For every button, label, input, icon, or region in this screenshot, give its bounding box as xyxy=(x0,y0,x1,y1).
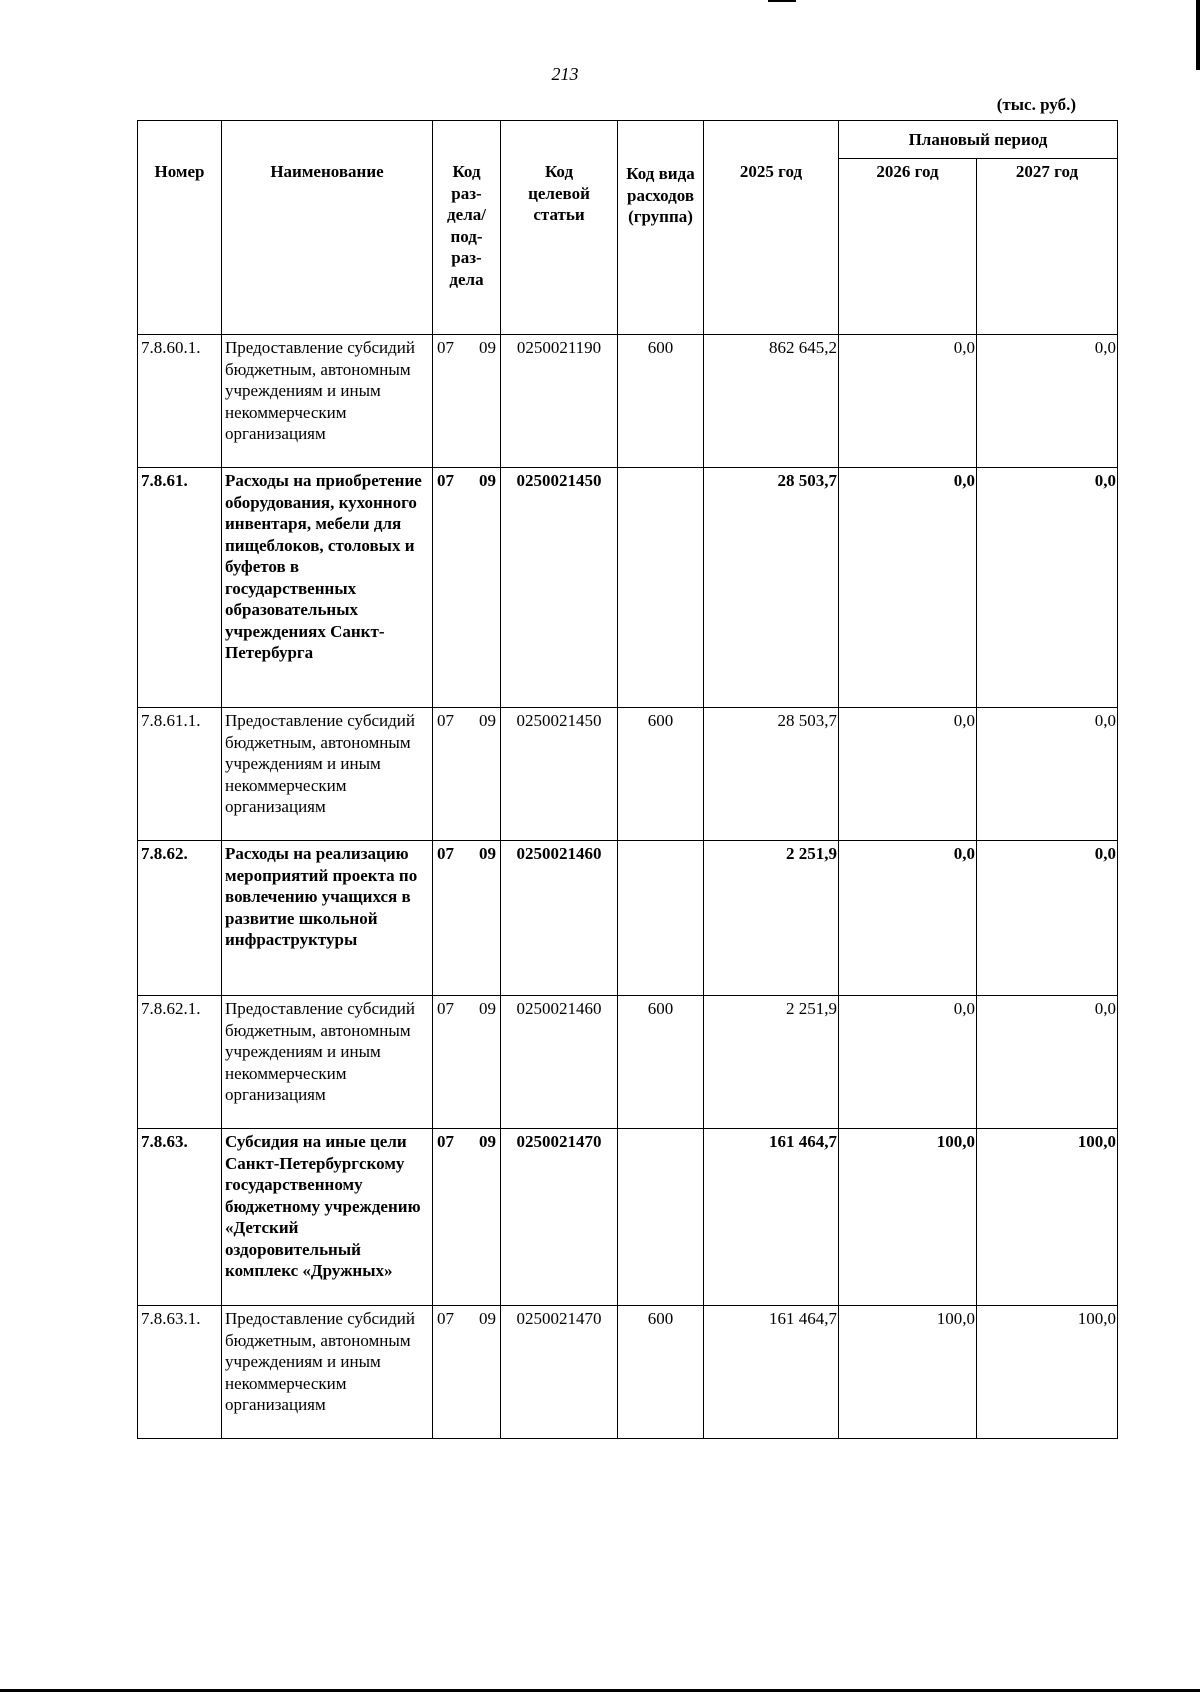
row-2026: 100,0 xyxy=(839,1129,977,1306)
row-number: 7.8.61. xyxy=(138,468,222,708)
header-expense-code: Код вида расходов (группа) xyxy=(618,121,704,335)
row-section: 07 09 xyxy=(433,1129,501,1306)
header-2025: 2025 год xyxy=(704,121,839,335)
row-2025: 161 464,7 xyxy=(704,1306,839,1439)
header-target-code: Код целевой статьи xyxy=(501,121,618,335)
row-2025: 862 645,2 xyxy=(704,335,839,468)
table-row xyxy=(138,335,1118,468)
row-2026: 0,0 xyxy=(839,996,977,1129)
row-2026: 0,0 xyxy=(839,841,977,996)
header-section-code: Код раз- дела/ под- раз- дела xyxy=(433,121,501,335)
row-section: 07 09 xyxy=(433,1306,501,1439)
row-expense xyxy=(618,841,704,996)
row-2026: 0,0 xyxy=(839,708,977,841)
header-2026: 2026 год xyxy=(839,159,977,335)
row-number: 7.8.63.1. xyxy=(138,1306,222,1439)
row-2027: 0,0 xyxy=(977,335,1118,468)
table-row xyxy=(138,708,1118,841)
row-expense: 600 xyxy=(618,996,704,1129)
row-name: Субсидия на иные цели Санкт-Петербургскому государственному бюджетному учреждению «Детский оздоровительный комплекс «Дружных» xyxy=(222,1129,433,1306)
bottom-rule xyxy=(0,1689,1200,1692)
row-section: 07 09 xyxy=(433,996,501,1129)
row-target: 0250021190 xyxy=(501,335,618,468)
row-target: 0250021450 xyxy=(501,708,618,841)
budget-table xyxy=(137,120,1118,1439)
row-name: Расходы на приобретение оборудования, кухонного инвентаря, мебели для пищеблоков, столовых и буфетов в государственных образовательных учреждениях Санкт-Петербурга xyxy=(222,468,433,708)
row-2025: 2 251,9 xyxy=(704,841,839,996)
row-target: 0250021460 xyxy=(501,841,618,996)
scan-edge xyxy=(1196,0,1200,70)
row-section: 07 09 xyxy=(433,708,501,841)
row-2026: 0,0 xyxy=(839,468,977,708)
row-section: 07 09 xyxy=(433,468,501,708)
units-label: (тыс. руб.) xyxy=(996,95,1076,114)
row-2027: 0,0 xyxy=(977,708,1118,841)
row-section: 07 09 xyxy=(433,841,501,996)
table-row xyxy=(138,468,1118,708)
row-2027: 0,0 xyxy=(977,996,1118,1129)
row-number: 7.8.61.1. xyxy=(138,708,222,841)
row-2027: 0,0 xyxy=(977,468,1118,708)
row-2026: 0,0 xyxy=(839,335,977,468)
row-target: 0250021470 xyxy=(501,1129,618,1306)
row-target: 0250021460 xyxy=(501,996,618,1129)
row-expense: 600 xyxy=(618,1306,704,1439)
row-name: Предоставление субсидий бюджетным, автономным учреждениям и иным некоммерческим организациям xyxy=(222,708,433,841)
row-2025: 28 503,7 xyxy=(704,468,839,708)
row-name: Предоставление субсидий бюджетным, автономным учреждениям и иным некоммерческим организациям xyxy=(222,335,433,468)
row-name: Предоставление субсидий бюджетным, автономным учреждениям и иным некоммерческим организациям xyxy=(222,1306,433,1439)
row-number: 7.8.63. xyxy=(138,1129,222,1306)
row-2027: 100,0 xyxy=(977,1129,1118,1306)
row-target: 0250021450 xyxy=(501,468,618,708)
row-2025: 2 251,9 xyxy=(704,996,839,1129)
row-expense: 600 xyxy=(618,335,704,468)
header-2027: 2027 год xyxy=(977,159,1118,335)
table-row xyxy=(138,1129,1118,1306)
header-number: Номер xyxy=(138,121,222,335)
row-name: Расходы на реализацию мероприятий проекта по вовлечению учащихся в развитие школьной инфраструктуры xyxy=(222,841,433,996)
row-section: 07 09 xyxy=(433,335,501,468)
row-number: 7.8.60.1. xyxy=(138,335,222,468)
row-2026: 100,0 xyxy=(839,1306,977,1439)
row-expense xyxy=(618,1129,704,1306)
row-target: 0250021470 xyxy=(501,1306,618,1439)
header-planned-period: Плановый период xyxy=(839,121,1118,159)
table-row xyxy=(138,1306,1118,1439)
header-name: Наименование xyxy=(222,121,433,335)
row-expense: 600 xyxy=(618,708,704,841)
row-number: 7.8.62. xyxy=(138,841,222,996)
row-2025: 28 503,7 xyxy=(704,708,839,841)
row-2027: 0,0 xyxy=(977,841,1118,996)
page-number: 213 xyxy=(551,64,579,84)
row-2025: 161 464,7 xyxy=(704,1129,839,1306)
top-rule xyxy=(768,0,796,2)
row-number: 7.8.62.1. xyxy=(138,996,222,1129)
row-name: Предоставление субсидий бюджетным, автономным учреждениям и иным некоммерческим организациям xyxy=(222,996,433,1129)
table-row xyxy=(138,996,1118,1129)
table-row xyxy=(138,841,1118,996)
row-expense xyxy=(618,468,704,708)
row-2027: 100,0 xyxy=(977,1306,1118,1439)
